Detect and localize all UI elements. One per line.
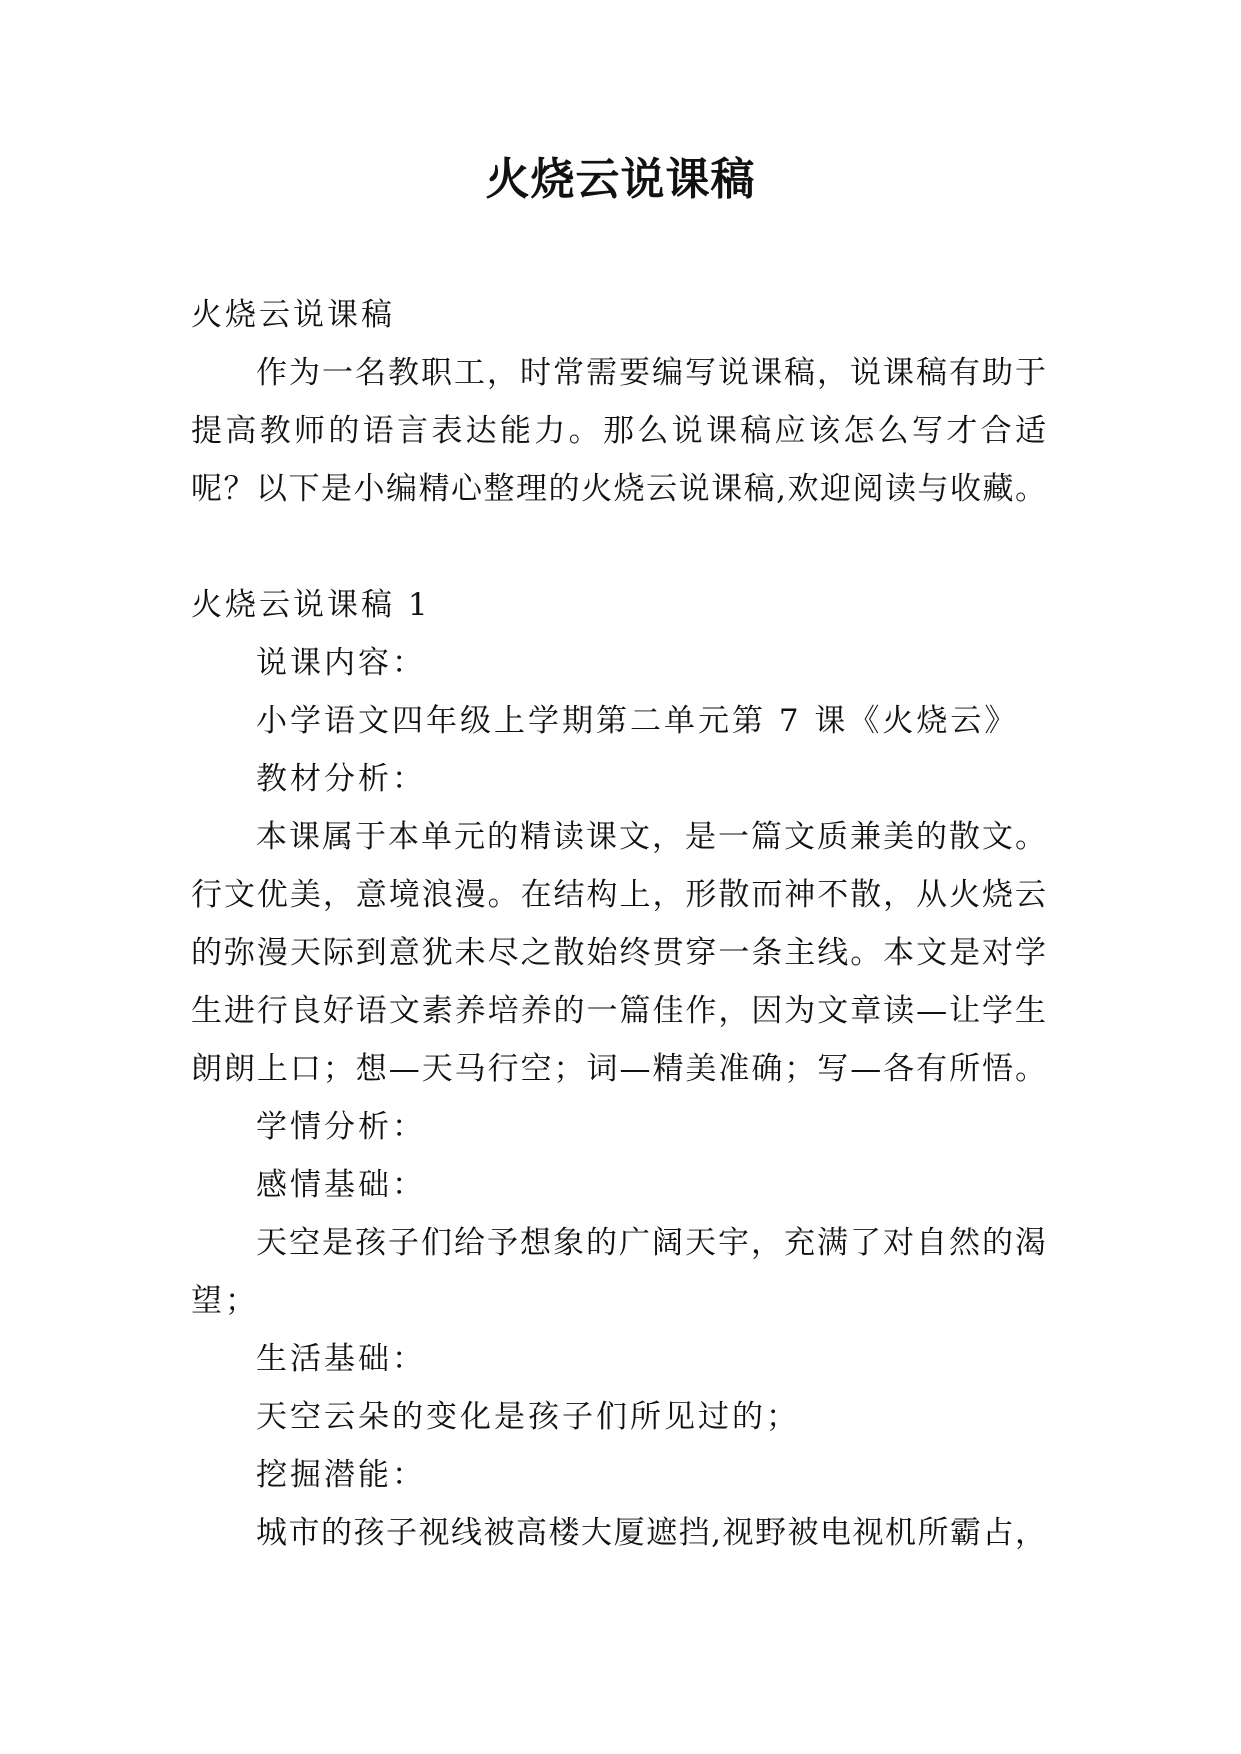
doc-line-potential-1: 城市的孩子视线被高楼大厦遮挡,视野被电视机所霸占， [256,1515,1046,1551]
document-title: 火烧云说课稿 [485,154,756,205]
doc-line-emotion-label: 感情基础： [256,1167,426,1203]
doc-line-emotion-2: 望； [191,1283,259,1319]
doc-line-content-label: 说课内容： [256,645,426,681]
doc-line-section-heading: 火烧云说课稿 1 [191,587,431,623]
doc-line-life-label: 生活基础： [256,1341,426,1377]
doc-line-material-5: 朗朗上口；想—天马行空；词—精美准确；写—各有所悟。 [191,1051,1046,1087]
doc-line-material-4: 生进行良好语文素养培养的一篇佳作，因为文章读—让学生 [191,993,1046,1029]
doc-line-intro-1: 作为一名教职工，时常需要编写说课稿，说课稿有助于 [256,355,1046,391]
doc-line-potential-label: 挖掘潜能： [256,1457,426,1493]
doc-line-material-1: 本课属于本单元的精读课文，是一篇文质兼美的散文。 [256,819,1046,855]
doc-line-heading: 火烧云说课稿 [191,297,395,333]
doc-line-material-3: 的弥漫天际到意犹未尽之散始终贯穿一条主线。本文是对学 [191,935,1046,971]
doc-line-intro-3: 呢？以下是小编精心整理的火烧云说课稿,欢迎阅读与收藏。 [191,471,1046,507]
doc-line-life-value: 天空云朵的变化是孩子们所见过的； [256,1399,800,1435]
doc-line-material-2: 行文优美，意境浪漫。在结构上，形散而神不散，从火烧云 [191,877,1046,913]
doc-line-material-label: 教材分析： [256,761,426,797]
doc-line-content-value: 小学语文四年级上学期第二单元第 7 课《火烧云》 [256,703,1019,739]
doc-line-intro-2: 提高教师的语言表达能力。那么说课稿应该怎么写才合适 [191,413,1046,449]
doc-line-student-label: 学情分析： [256,1109,426,1145]
doc-line-emotion-1: 天空是孩子们给予想象的广阔天宇，充满了对自然的渴 [256,1225,1046,1261]
